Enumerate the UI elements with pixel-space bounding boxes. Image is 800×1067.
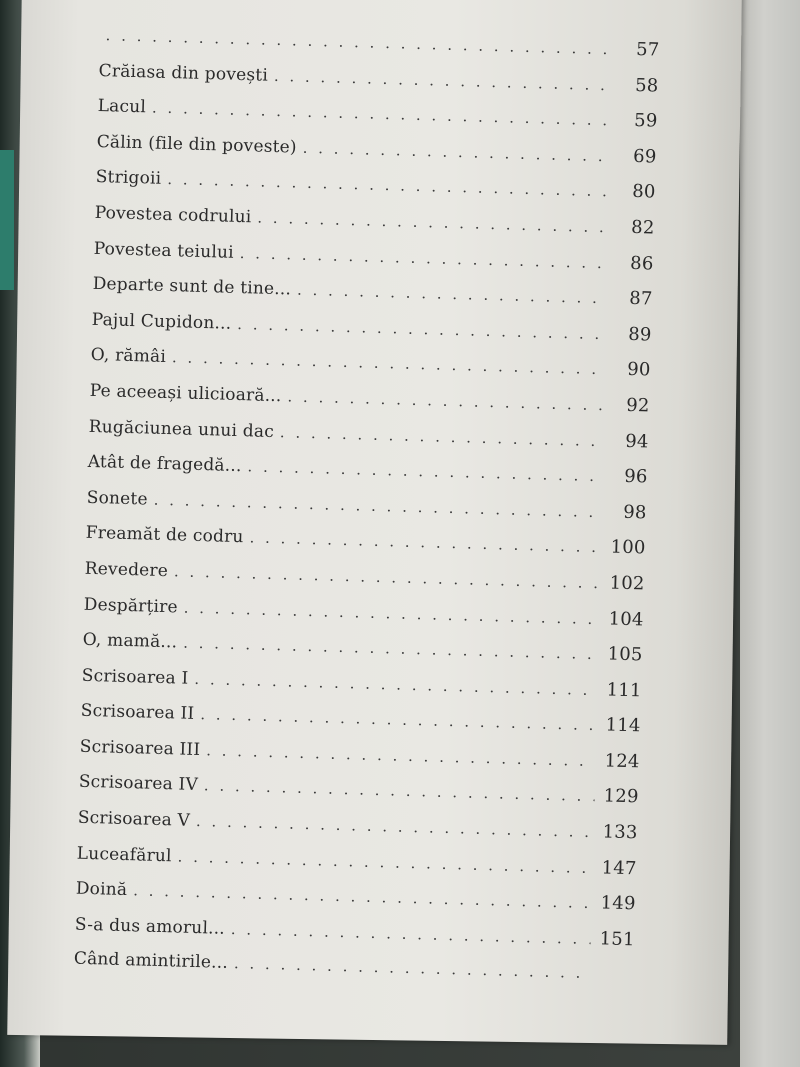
toc-entry-title: Atât de fragedă... — [87, 451, 242, 477]
toc-entry-page-number: 87 — [628, 288, 653, 310]
toc-entry-title: O, rămâi — [90, 345, 167, 368]
toc-entry-title: Scrisoarea IV — [78, 772, 199, 796]
toc-entry-page-number: 89 — [627, 323, 652, 346]
toc-entry-page-number: 96 — [623, 465, 648, 488]
toc-entry-title: S-a dus amorul... — [74, 914, 226, 939]
toc-entry-page-number: 92 — [625, 394, 650, 417]
toc-entry-title: Călin (file din poveste) — [96, 131, 298, 158]
toc-entry-page-number: 82 — [630, 216, 655, 239]
toc-entry-title: O, mamă... — [82, 629, 178, 653]
toc-entry-page-number: 151 — [599, 928, 635, 951]
toc-entry-title: Scrisoarea II — [80, 701, 195, 725]
toc-entry-title: Sonete — [86, 487, 149, 510]
toc-entry-title: Povestea teiului — [93, 238, 235, 263]
toc-entry-page-number: 102 — [609, 572, 645, 595]
book-cover-accent — [0, 150, 14, 290]
toc-entry-page-number: 105 — [607, 643, 643, 666]
toc-entry-title: Revedere — [84, 558, 169, 582]
toc-entry-title: Lacul — [97, 96, 147, 118]
toc-entry-page-number: 98 — [622, 501, 647, 524]
toc-entry-title: Rugăciunea unui dac — [88, 416, 275, 442]
toc-entry-page-number: 114 — [605, 714, 641, 737]
toc-entry-title: Scrisoarea I — [81, 665, 189, 689]
toc-entry-page-number: 94 — [624, 430, 649, 453]
toc-entry-page-number — [590, 978, 634, 979]
toc-entry-page-number: 147 — [601, 856, 637, 879]
toc-entry-page-number: 111 — [606, 679, 642, 702]
adjacent-page-edge — [740, 0, 800, 1067]
toc-entry-title: Departe sunt de tine... — [92, 274, 292, 300]
toc-entry-page-number: 124 — [604, 750, 640, 773]
toc-entry-page-number: 57 — [635, 38, 660, 61]
toc-entry-title: Doină — [75, 878, 128, 901]
toc-entry-title: Pajul Cupidon... — [91, 309, 232, 334]
toc-entry-title: Povestea codrului — [94, 202, 252, 228]
toc-entry-page-number: 58 — [634, 74, 659, 97]
toc-entry-page-number: 69 — [632, 145, 657, 168]
toc-entry-title: Pe aceeași ulicioară... — [89, 380, 282, 407]
toc-entry-page-number: 149 — [600, 892, 636, 915]
toc-entry-title: Luceafărul — [76, 843, 172, 866]
toc-entry-title: Freamăt de codru — [85, 523, 244, 548]
toc-entry-page-number: 104 — [608, 607, 644, 630]
toc-entry-title: Despărțire — [83, 594, 179, 617]
toc-entry-page-number: 80 — [631, 181, 656, 203]
toc-entry-page-number: 59 — [633, 110, 658, 132]
toc-entry-title: Strigoii — [95, 167, 162, 190]
toc-entry-page-number: 90 — [626, 359, 651, 381]
toc-entry-page-number: 129 — [603, 785, 639, 808]
toc-entry-title: Scrisoarea V — [77, 807, 191, 831]
toc-entry-page-number: 100 — [610, 536, 646, 559]
table-of-contents — [73, 24, 660, 1000]
toc-entry-title: Crăiasa din povești — [98, 60, 269, 86]
toc-entry-page-number: 86 — [629, 252, 654, 275]
toc-entry-title: Scrisoarea III — [79, 736, 201, 760]
toc-entry-title: Când amintirile... — [73, 949, 229, 974]
toc-entry-page-number: 133 — [602, 821, 638, 844]
